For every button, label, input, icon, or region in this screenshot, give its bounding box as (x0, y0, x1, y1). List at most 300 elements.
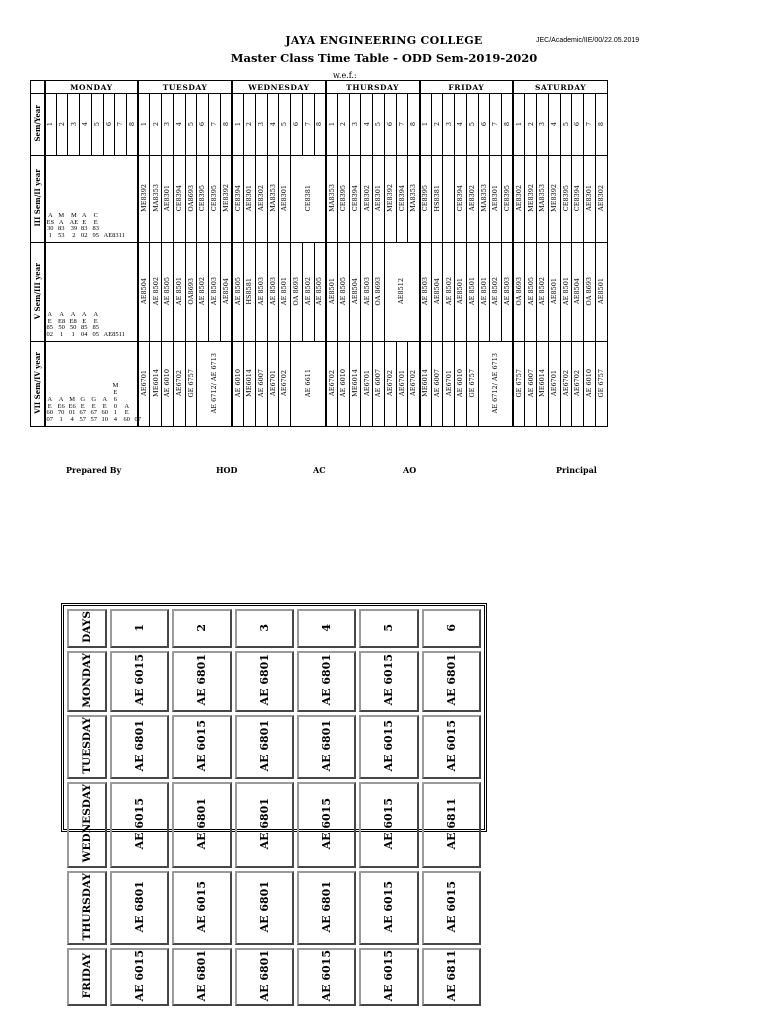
period-header: 1 (232, 94, 244, 156)
period-cell: AE8501 (326, 243, 338, 342)
monday-fragment: A (58, 395, 64, 403)
period-cell: AE 6007 (525, 342, 537, 427)
monday-fragment: A (47, 310, 53, 318)
lab-cell: AE 6801 (235, 948, 294, 1006)
period-cell: AE 8505 (232, 243, 244, 342)
period-cell: GE 6757 (466, 342, 478, 427)
period-cell: AE 6007 (431, 342, 443, 427)
monday-fragment: E (47, 402, 52, 410)
period-cell: ME6014 (150, 342, 162, 427)
monday-fragment: 05 (92, 331, 99, 339)
lab-cell: AE 6801 (172, 651, 231, 713)
period-header: 3 (162, 94, 174, 156)
lab-cell: AE 6015 (359, 782, 418, 867)
lab-cell: AE 6801 (235, 651, 294, 713)
period-cell: OA 8693 (291, 243, 303, 342)
period-header: 5 (279, 94, 291, 156)
period-cell: AE8501 (595, 243, 607, 342)
period-header: 5 (373, 94, 385, 156)
monday-lab-code: AE8511 (103, 331, 125, 339)
period-header: 5 (91, 94, 103, 156)
monday-cell (45, 342, 139, 427)
monday-fragment: M (58, 211, 65, 219)
monday-fragment: E (47, 317, 52, 325)
lab-cell: AE 6015 (172, 871, 231, 945)
lab-cell: AE 6801 (297, 715, 356, 779)
period-cell: AE6701 (138, 342, 150, 427)
period-cell: OA8693 (185, 156, 197, 243)
period-header: 4 (361, 94, 373, 156)
period-header: 4 (80, 94, 92, 156)
period-cell: AE8512 (384, 243, 419, 342)
period-cell: AE8302 (513, 156, 525, 243)
period-header: 6 (103, 94, 115, 156)
college-name: JAYA ENGINEERING COLLEGE (285, 34, 483, 47)
period-cell: AE8501 (548, 243, 560, 342)
period-cell: AE 8505 (162, 243, 174, 342)
period-cell: AE8302 (466, 156, 478, 243)
monday-fragment: E8 (69, 317, 77, 325)
monday-fragment: C (93, 211, 98, 219)
period-cell: OA 8693 (513, 243, 525, 342)
period-cell: AE 6007 (373, 342, 385, 427)
lab-cell: AE 6801 (235, 715, 294, 779)
period-cell: AE 8505 (525, 243, 537, 342)
monday-fragment: 83 (92, 225, 99, 233)
lab-cell: AE 6015 (172, 715, 231, 779)
period-cell: MA8353 (267, 156, 279, 243)
period-cell: ME8392 (525, 156, 537, 243)
period-header: 8 (408, 94, 420, 156)
lab-cell: AE 6811 (422, 948, 481, 1006)
period-cell: CE8394 (455, 156, 467, 243)
period-cell: AE 8503 (502, 243, 514, 342)
period-cell: MA8353 (537, 156, 549, 243)
period-cell: AE8501 (455, 243, 467, 342)
monday-fragment: E (80, 402, 85, 410)
monday-fragment: 1 (71, 331, 75, 339)
period-cell: AE 6010 (232, 342, 244, 427)
lab-cell: AE 6801 (235, 782, 294, 867)
monday-cell (45, 156, 139, 243)
lab-period-header: 5 (359, 609, 418, 648)
day-header-tuesday: TUESDAY (138, 81, 232, 94)
corner-cell (31, 81, 45, 94)
period-cell: AE 8502 (490, 243, 502, 342)
day-header-wednesday: WEDNESDAY (232, 81, 326, 94)
sem-row-label: V Sem/III year (31, 243, 45, 342)
period-header: 2 (525, 94, 537, 156)
monday-fragment: 1 (113, 409, 118, 417)
period-cell: AE 8505 (337, 243, 349, 342)
monday-fragment: A (58, 218, 64, 226)
period-cell: AE6702 (384, 342, 396, 427)
period-header: 8 (314, 94, 326, 156)
lab-cell: AE 6015 (422, 871, 481, 945)
period-header: 6 (478, 94, 490, 156)
period-header: 1 (138, 94, 150, 156)
period-header: 3 (68, 94, 80, 156)
monday-fragment: 67 (79, 409, 86, 417)
period-cell: ME6014 (537, 342, 549, 427)
monday-fragment: E (82, 317, 87, 325)
period-cell: CE8394 (173, 156, 185, 243)
monday-fragment: A (70, 310, 76, 318)
period-header: 3 (255, 94, 267, 156)
monday-fragment: A (81, 211, 87, 219)
monday-fragment: E6 (57, 402, 65, 410)
master-timetable (30, 80, 608, 424)
period-header: 7 (490, 94, 502, 156)
period-cell: AE6701 (267, 342, 279, 427)
period-header: 7 (115, 94, 127, 156)
period-header: 4 (173, 94, 185, 156)
lab-corner-days: DAYS (67, 609, 107, 648)
lab-day-monday: MONDAY (67, 651, 107, 713)
document-reference: JEC/Academic/IIE/00/22.05.2019 (536, 37, 640, 44)
lab-day-wednesday: WEDNESDAY (67, 782, 107, 867)
period-cell: AE 8502 (302, 243, 314, 342)
signature-ao: AO (403, 465, 417, 475)
monday-fragment: A (47, 395, 53, 403)
sem-row-label: III Sem/II year (31, 156, 45, 243)
period-cell: AE 6007 (255, 342, 267, 427)
lab-cell: AE 6015 (359, 715, 418, 779)
monday-fragment: 50 (58, 324, 65, 332)
period-cell: ME6014 (349, 342, 361, 427)
lab-cell: AE 6015 (110, 948, 169, 1006)
period-header: 4 (548, 94, 560, 156)
lab-cell: AE 6015 (359, 948, 418, 1006)
period-cell: AE6701 (548, 342, 560, 427)
monday-fragment: G (80, 395, 86, 403)
period-cell: MA8353 (408, 156, 420, 243)
lab-cell: AE 6015 (359, 871, 418, 945)
period-cell: CE8394 (349, 156, 361, 243)
day-header-thursday: THURSDAY (326, 81, 420, 94)
monday-fragment: 57 (90, 416, 97, 424)
monday-fragment: 6 (113, 395, 118, 403)
lab-cell: AE 6015 (422, 715, 481, 779)
period-cell: AE8302 (255, 156, 267, 243)
monday-fragment: E (124, 409, 129, 417)
monday-fragment: A (102, 395, 108, 403)
period-header: 4 (267, 94, 279, 156)
period-cell: AE6702 (326, 342, 338, 427)
monday-fragment: 1 (59, 331, 64, 339)
monday-fragment: 01 (68, 409, 76, 417)
monday-fragment: 85 (92, 324, 99, 332)
lab-period-header: 2 (172, 609, 231, 648)
period-cell: AE8301 (162, 156, 174, 243)
monday-fragment: E (82, 218, 87, 226)
monday-fragment: E6 (68, 402, 76, 410)
period-cell: AE8504 (431, 243, 443, 342)
period-header: 7 (584, 94, 596, 156)
period-cell: AE 6010 (162, 342, 174, 427)
period-header: 2 (150, 94, 162, 156)
monday-fragment: 50 (69, 324, 77, 332)
period-cell: AE8301 (373, 156, 385, 243)
monday-fragment: 60 (101, 409, 108, 417)
monday-fragment: 95 (92, 232, 99, 240)
monday-fragment: 83 (58, 225, 65, 233)
period-cell: AE6702 (279, 342, 291, 427)
lab-cell: AE 6015 (110, 651, 169, 713)
period-header: 5 (466, 94, 478, 156)
period-cell: AE8504 (220, 243, 232, 342)
lab-cell: AE 6801 (110, 715, 169, 779)
day-header-monday: MONDAY (45, 81, 139, 94)
monday-fragment: M (112, 382, 119, 390)
monday-fragment: 60 (123, 416, 130, 424)
period-cell: AE 8502 (197, 243, 209, 342)
monday-fragment: 39 (70, 225, 78, 233)
signature-principal: Principal (556, 465, 597, 475)
period-cell: AE8504 (138, 243, 150, 342)
lab-cell: AE 6015 (297, 948, 356, 1006)
period-cell: MA8353 (150, 156, 162, 243)
period-cell: AE 6010 (337, 342, 349, 427)
day-header-friday: FRIDAY (420, 81, 514, 94)
monday-fragment: 85 (46, 324, 53, 332)
period-cell: GE 6757 (185, 342, 197, 427)
lab-cell: AE 6801 (297, 871, 356, 945)
monday-fragment: 67 (90, 409, 97, 417)
period-header: 5 (560, 94, 572, 156)
monday-fragment: G (91, 395, 97, 403)
monday-fragment: 1 (59, 416, 63, 424)
period-cell: AE6702 (560, 342, 572, 427)
period-cell: AE 8503 (420, 243, 432, 342)
period-cell: OA8693 (185, 243, 197, 342)
period-cell: CE8394 (572, 156, 584, 243)
monday-fragment: 60 (46, 409, 53, 417)
period-cell: OA 8693 (373, 243, 385, 342)
period-header: 5 (185, 94, 197, 156)
period-cell: AE 8503 (209, 243, 221, 342)
period-cell: AE8301 (244, 156, 256, 243)
period-cell: CE8395 (420, 156, 432, 243)
period-header: 6 (197, 94, 209, 156)
period-cell: AE 6010 (455, 342, 467, 427)
period-cell: AE8302 (595, 156, 607, 243)
period-header: 2 (244, 94, 256, 156)
period-cell: OA 8693 (584, 243, 596, 342)
monday-fragment: 4 (70, 416, 74, 424)
lab-period-header: 6 (422, 609, 481, 648)
monday-fragment: 07 (134, 416, 141, 424)
lab-period-header: 3 (235, 609, 294, 648)
monday-lab-code: AE8311 (103, 232, 125, 240)
lab-day-tuesday: TUESDAY (67, 715, 107, 779)
lab-period-header: 1 (110, 609, 169, 648)
monday-fragment: M (69, 395, 75, 403)
period-cell: AE 8502 (443, 243, 455, 342)
period-header: 2 (56, 94, 68, 156)
lab-cell: AE 6801 (422, 651, 481, 713)
monday-fragment: 02 (81, 232, 88, 240)
monday-fragment: E (93, 317, 98, 325)
monday-fragment: A (59, 310, 64, 318)
period-cell: MA8353 (478, 156, 490, 243)
period-cell: AE 8502 (150, 243, 162, 342)
period-cell: ME6014 (420, 342, 432, 427)
period-header: 2 (337, 94, 349, 156)
period-cell: AE 6010 (584, 342, 596, 427)
period-cell: ME8392 (138, 156, 150, 243)
period-header: 1 (45, 94, 57, 156)
period-cell: AE8302 (361, 156, 373, 243)
period-cell: AE 8503 (361, 243, 373, 342)
monday-fragment: 07 (46, 416, 53, 424)
monday-fragment: 2 (72, 232, 76, 240)
period-header: 7 (396, 94, 408, 156)
period-cell: CE8394 (396, 156, 408, 243)
period-cell: CE8395 (209, 156, 221, 243)
period-cell: AE6702 (408, 342, 420, 427)
lab-cell: AE 6801 (172, 948, 231, 1006)
monday-fragment: 1 (48, 232, 52, 240)
period-cell: AE 8505 (314, 243, 326, 342)
period-cell: AE 6712/ AE 6713 (197, 342, 232, 427)
period-cell: AE 8503 (255, 243, 267, 342)
period-header: 3 (537, 94, 549, 156)
signature-prepared-by: Prepared By (66, 465, 122, 475)
period-cell: AE6702 (173, 342, 185, 427)
monday-fragment: A (93, 310, 99, 318)
period-cell: AE8504 (349, 243, 361, 342)
period-cell: AE8301 (584, 156, 596, 243)
period-cell: AE 8501 (560, 243, 572, 342)
period-cell: HS8381 (431, 156, 443, 243)
period-cell: AE8301 (279, 156, 291, 243)
period-cell: AE 8502 (537, 243, 549, 342)
lab-cell: AE 6015 (297, 782, 356, 867)
period-header: 8 (127, 94, 139, 156)
monday-cell (45, 243, 139, 342)
period-cell: CE8381 (291, 156, 326, 243)
lab-cell: AE 6801 (297, 651, 356, 713)
monday-fragment: A (47, 211, 53, 219)
monday-fragment: AE (69, 218, 79, 226)
lab-cell: AE 6015 (110, 782, 169, 867)
lab-cell: AE 6801 (235, 871, 294, 945)
period-cell: GE 6757 (513, 342, 525, 427)
period-header: 1 (420, 94, 432, 156)
signature-ac: AC (313, 465, 326, 475)
period-cell: CE8395 (560, 156, 572, 243)
monday-fragment: 57 (79, 416, 86, 424)
monday-fragment: 0 (113, 402, 118, 410)
period-cell: AE6701 (443, 342, 455, 427)
period-cell: AE8504 (572, 243, 584, 342)
monday-fragment: 02 (46, 331, 53, 339)
monday-fragment: A (124, 402, 130, 410)
period-cell: ME8392 (220, 156, 232, 243)
period-header: 6 (384, 94, 396, 156)
period-cell: AE6702 (572, 342, 584, 427)
monday-fragment: A (81, 310, 87, 318)
monday-fragment: E (93, 218, 98, 226)
period-header: 2 (431, 94, 443, 156)
period-cell: MA8353 (326, 156, 338, 243)
period-header: 8 (220, 94, 232, 156)
period-header: 7 (302, 94, 314, 156)
period-header: 3 (443, 94, 455, 156)
period-cell: CE8395 (337, 156, 349, 243)
period-header: 6 (291, 94, 303, 156)
period-cell: ME6014 (244, 342, 256, 427)
period-cell: AE8301 (490, 156, 502, 243)
lab-period-header: 4 (297, 609, 356, 648)
period-cell: AE 8501 (466, 243, 478, 342)
period-header: 3 (349, 94, 361, 156)
lab-cell: AE 6801 (110, 871, 169, 945)
period-header: 4 (455, 94, 467, 156)
lab-cell: AE 6811 (422, 782, 481, 867)
monday-fragment: 83 (81, 225, 88, 233)
monday-fragment: M (70, 211, 77, 219)
monday-fragment: 4 (113, 416, 118, 424)
monday-fragment: 30 (47, 225, 54, 233)
period-cell: AE 8501 (279, 243, 291, 342)
period-cell: AE 6712/ AE 6713 (478, 342, 513, 427)
period-header: 1 (513, 94, 525, 156)
period-cell: GE 6757 (595, 342, 607, 427)
period-header: 8 (502, 94, 514, 156)
lab-timetable (61, 603, 487, 1002)
monday-fragment: 70 (57, 409, 65, 417)
period-header: 6 (572, 94, 584, 156)
monday-fragment: E (113, 388, 118, 396)
period-cell: CE8394 (232, 156, 244, 243)
timetable-title: Master Class Time Table - ODD Sem-2019-2020 (230, 51, 538, 65)
sem-year-header: Sem/Year (31, 94, 45, 156)
monday-fragment: 53 (58, 232, 65, 240)
sem-row-label: VII Sem/IV year (31, 342, 45, 427)
monday-fragment: E (102, 402, 107, 410)
monday-fragment: E8 (58, 317, 66, 325)
monday-fragment: E (91, 402, 96, 410)
period-cell: AE 8501 (173, 243, 185, 342)
period-cell: AE 8503 (267, 243, 279, 342)
signature-hod: HOD (216, 465, 238, 475)
period-cell: AE6701 (396, 342, 408, 427)
period-cell: ME8392 (384, 156, 396, 243)
period-cell: HS8581 (244, 243, 256, 342)
period-cell (443, 156, 455, 243)
monday-fragment: ES (46, 218, 55, 226)
monday-fragment: 10 (101, 416, 108, 424)
period-cell: AE 6611 (291, 342, 326, 427)
period-cell: ME8392 (548, 156, 560, 243)
period-cell: AE6701 (361, 342, 373, 427)
period-header: 7 (209, 94, 221, 156)
period-cell: CE8395 (197, 156, 209, 243)
period-header: 1 (326, 94, 338, 156)
lab-day-friday: FRIDAY (67, 948, 107, 1006)
period-cell: CE8395 (502, 156, 514, 243)
period-header: 8 (595, 94, 607, 156)
day-header-saturday: SATURDAY (513, 81, 607, 94)
lab-cell: AE 6801 (172, 782, 231, 867)
lab-day-thursday: THURSDAY (67, 871, 107, 945)
wef-label: w.e.f.: (333, 71, 357, 80)
monday-fragment: 04 (81, 331, 88, 339)
period-cell: AE 8501 (478, 243, 490, 342)
lab-cell: AE 6015 (359, 651, 418, 713)
